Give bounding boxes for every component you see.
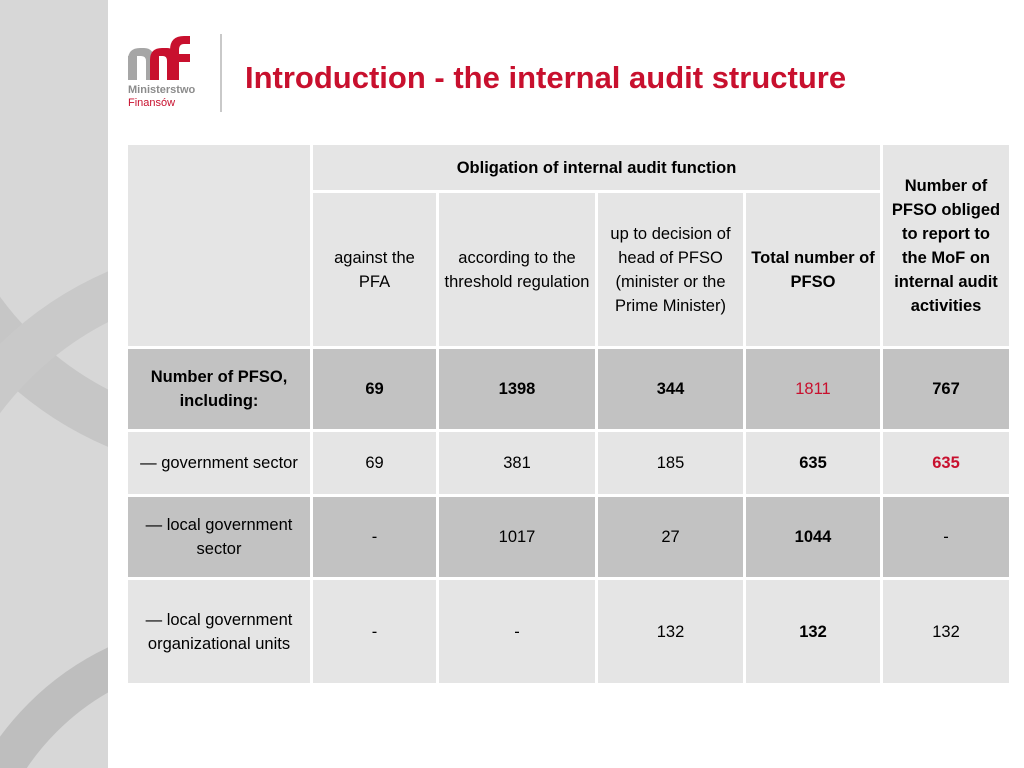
- table-cell: 1398: [438, 348, 597, 431]
- table-cell: 1044: [745, 496, 882, 579]
- table-cell: 185: [597, 431, 745, 496]
- header-against-pfa: against the PFA: [312, 192, 438, 348]
- table-cell: 132: [882, 579, 1011, 685]
- table-row: [127, 496, 1011, 579]
- table-cell: 635: [745, 431, 882, 496]
- table-cell: 132: [597, 579, 745, 685]
- table-cell: 27: [597, 496, 745, 579]
- table-cell: 69: [312, 431, 438, 496]
- table-header-row: [127, 144, 1011, 192]
- row-label: — government sector: [127, 431, 312, 496]
- table-cell: 1017: [438, 496, 597, 579]
- table-cell: -: [312, 579, 438, 685]
- header-threshold-regulation: according to the threshold regulation: [438, 192, 597, 348]
- ministry-name-line1: Ministerstwo: [128, 84, 196, 96]
- header-head-decision: up to decision of head of PFSO (minister or the Prime Minister): [597, 192, 745, 348]
- table-cell: 767: [882, 348, 1011, 431]
- table-row: [127, 579, 1011, 685]
- table-cell: 69: [312, 348, 438, 431]
- table-row: [127, 348, 1011, 431]
- mf-logo-mark-icon: [126, 34, 192, 84]
- header-obligation-group: Obligation of internal audit function: [312, 144, 882, 192]
- table-row: [127, 431, 1011, 496]
- ministry-name-line2: Finansów: [128, 97, 176, 109]
- audit-structure-table: [125, 142, 1012, 686]
- decorative-arcs: [0, 0, 108, 768]
- row-label: Number of PFSO, including:: [127, 348, 312, 431]
- table-cell: 1811: [745, 348, 882, 431]
- table-cell: 344: [597, 348, 745, 431]
- header-total: Total number of PFSO: [745, 192, 882, 348]
- decorative-side-band: [0, 0, 108, 768]
- header-corner-cell: [127, 144, 312, 348]
- table-cell: -: [882, 496, 1011, 579]
- ministry-logo: [126, 34, 226, 114]
- table-cell: -: [438, 579, 597, 685]
- row-label: — local government organizational units: [127, 579, 312, 685]
- logo-divider: [220, 34, 222, 112]
- table-cell: 381: [438, 431, 597, 496]
- table-cell: 635: [882, 431, 1011, 496]
- slide-title: Introduction - the internal audit structure: [245, 60, 847, 95]
- table-cell: -: [312, 496, 438, 579]
- row-label: — local government sector: [127, 496, 312, 579]
- header-reporting-count: Number of PFSO obliged to report to the MoF on internal audit activities: [882, 144, 1011, 348]
- table-cell: 132: [745, 579, 882, 685]
